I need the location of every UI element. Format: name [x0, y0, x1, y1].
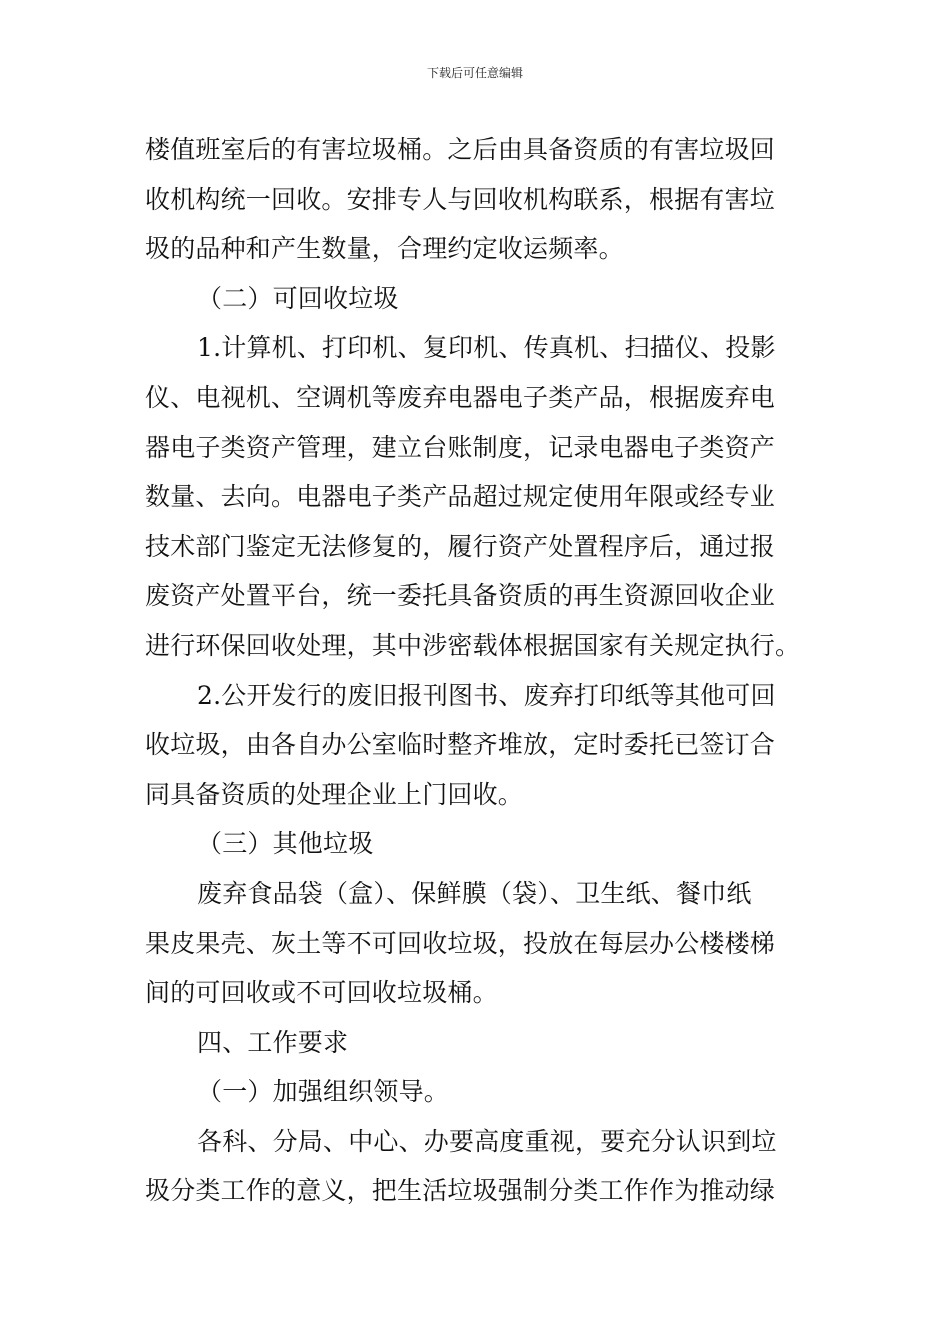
document-body [145, 125, 810, 1216]
section-heading: 四、工作要求 [197, 1027, 349, 1057]
text-line: 收垃圾，由各自办公室临时整齐堆放，定时委托已签订合 [145, 730, 776, 760]
text-line: 技术部门鉴定无法修复的，履行资产处置程序后，通过报 [145, 531, 776, 561]
text-line: 楼值班室后的有害垃圾桶。之后由具备资质的有害垃圾回 [145, 135, 776, 164]
text-line: 废资产处置平台，统一委托具备资质的再生资源回收企业 [145, 581, 776, 611]
text-line: 器电子类资产管理，建立台账制度，记录电器电子类资产 [145, 432, 776, 462]
text-line: 收机构统一回收。安排专人与回收机构联系，根据有害垃 [145, 184, 776, 214]
section-heading: （一）加强组织领导。 [197, 1077, 450, 1107]
text-line: 仪、电视机、空调机等废弃电器电子类产品，根据废弃电 [145, 382, 776, 412]
text-line: 各科、分局、中心、办要高度重视，要充分认识到垃 [197, 1126, 777, 1156]
section-heading: （三）其他垃圾 [197, 829, 374, 859]
section-heading: （二）可回收垃圾 [197, 283, 399, 313]
text-line: 1.计算机、打印机、复印机、传真机、扫描仪、投影 [197, 333, 776, 363]
text-line: 废弃食品袋（盒）、保鲜膜（袋）、卫生纸、餐巾纸 [197, 878, 752, 908]
text-line: 进行环保回收处理，其中涉密载体根据国家有关规定执行。 [145, 630, 801, 660]
text-line: 果皮果壳、灰土等不可回收垃圾，投放在每层办公楼楼梯 [145, 928, 776, 958]
text-line: 圾的品种和产生数量，合理约定收运频率。 [145, 234, 624, 264]
page-header: 下载后可任意编辑 [426, 66, 523, 80]
text-line: 间的可回收或不可回收垃圾桶。 [145, 978, 498, 1008]
text-line: 同具备资质的处理企业上门回收。 [145, 779, 524, 809]
text-line: 数量、去向。电器电子类产品超过规定使用年限或经专业 [145, 482, 776, 512]
text-line: 圾分类工作的意义，把生活垃圾强制分类工作作为推动绿 [145, 1176, 776, 1206]
text-line: 2.公开发行的废旧报刊图书、废弃打印纸等其他可回 [197, 680, 776, 710]
